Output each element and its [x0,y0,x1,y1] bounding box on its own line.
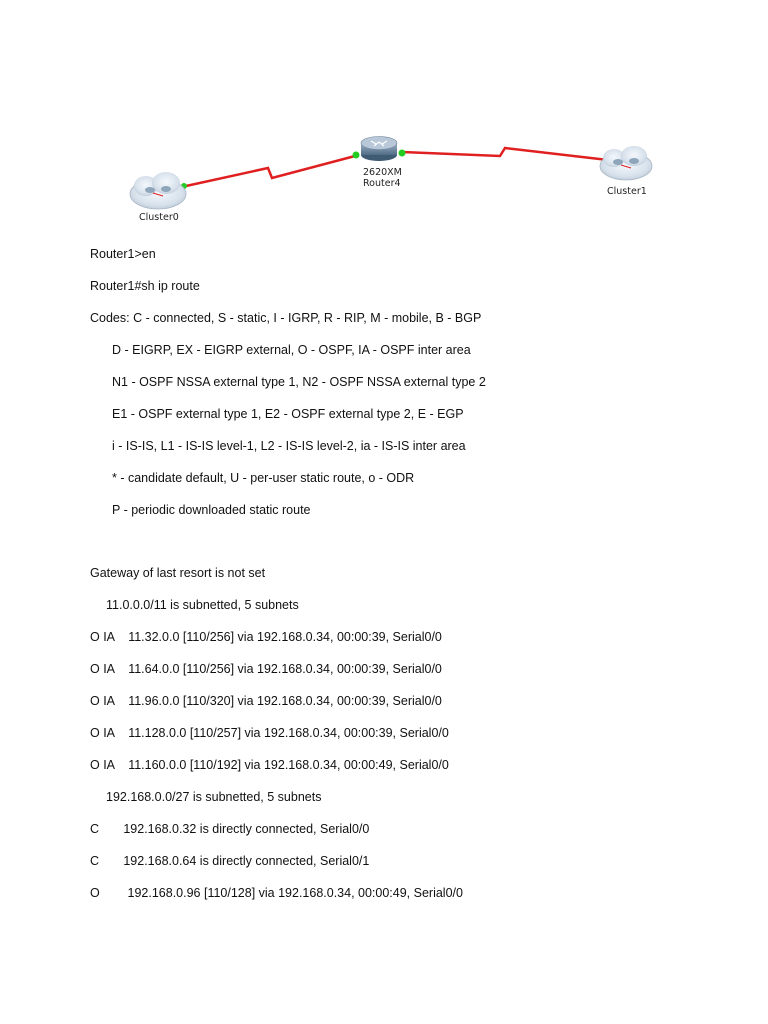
port-status-dot [353,152,360,159]
route-entry: O IA 11.160.0.0 [110/192] via 192.168.0.34, 00:00:49, Serial0/0 [90,758,449,772]
codes-legend-line: Codes: C - connected, S - static, I - IGRP, R - RIP, M - mobile, B - BGP [90,311,482,325]
route-entry: O 192.168.0.96 [110/128] via 192.168.0.34, 00:00:49, Serial0/0 [90,886,463,900]
serial-link-cluster0-router4[interactable] [186,156,355,186]
cluster0-cloud-icon[interactable] [130,172,186,209]
route-entry: O IA 11.64.0.0 [110/256] via 192.168.0.34, 00:00:39, Serial0/0 [90,662,442,676]
route-entry: O IA 11.96.0.0 [110/320] via 192.168.0.34, 00:00:39, Serial0/0 [90,694,442,708]
cluster1-cloud-icon[interactable] [600,146,652,180]
port-status-dot [399,150,406,157]
codes-legend-line: i - IS-IS, L1 - IS-IS level-1, L2 - IS-IS level-2, ia - IS-IS inter area [112,439,466,453]
gateway-of-last-resort: Gateway of last resort is not set [90,566,266,580]
codes-legend-line: D - EIGRP, EX - EIGRP external, O - OSPF, IA - OSPF inter area [112,343,471,357]
codes-legend-line: P - periodic downloaded static route [112,503,311,517]
router4-model-label: 2620XM [363,167,402,178]
network-topology-diagram [0,0,768,240]
route-entry: O IA 11.32.0.0 [110/256] via 192.168.0.34, 00:00:39, Serial0/0 [90,630,442,644]
cli-enable-command: Router1>en [90,247,156,261]
router4-icon[interactable] [361,137,397,162]
codes-legend-line: N1 - OSPF NSSA external type 1, N2 - OSPF NSSA external type 2 [112,375,486,389]
subnet-header: 11.0.0.0/11 is subnetted, 5 subnets [106,598,299,612]
codes-legend-line: E1 - OSPF external type 1, E2 - OSPF external type 2, E - EGP [112,407,464,421]
codes-legend-line: * - candidate default, U - per-user static route, o - ODR [112,471,415,485]
route-entry: C 192.168.0.32 is directly connected, Serial0/0 [90,822,370,836]
cluster0-label: Cluster0 [139,212,179,223]
serial-link-router4-cluster1[interactable] [402,148,608,160]
route-entry: O IA 11.128.0.0 [110/257] via 192.168.0.34, 00:00:39, Serial0/0 [90,726,449,740]
subnet-header: 192.168.0.0/27 is subnetted, 5 subnets [106,790,322,804]
route-entry: C 192.168.0.64 is directly connected, Serial0/1 [90,854,370,868]
cli-show-ip-route-command: Router1#sh ip route [90,279,200,293]
router4-name-label: Router4 [363,178,401,189]
cluster1-label: Cluster1 [607,186,647,197]
